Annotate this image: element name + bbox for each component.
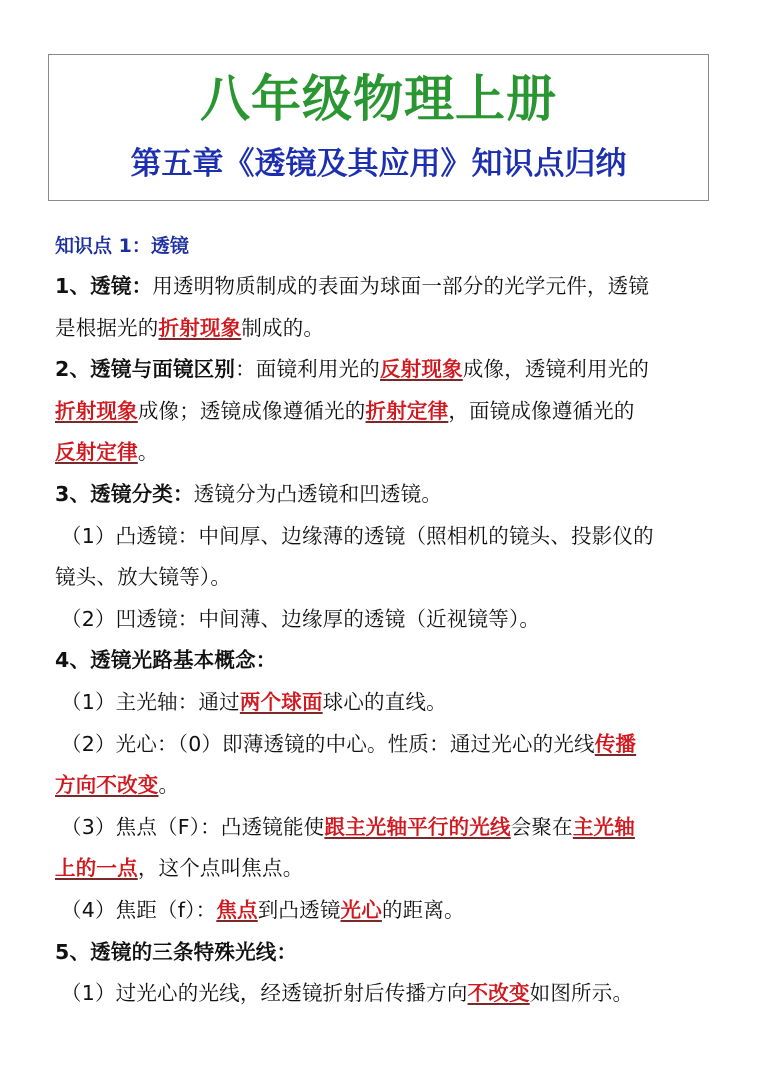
text-segment: 是根据光的: [55, 315, 159, 340]
text-segment: （2）光心：（0）即薄透镜的中心。性质：通过光心的光线: [61, 731, 595, 756]
item-lead: 5、透镜的三条特殊光线：: [55, 939, 298, 964]
highlighted-keyword: 光心: [340, 897, 382, 922]
page-title: 八年级物理上册: [200, 69, 557, 128]
highlighted-keyword: 折射现象: [55, 398, 138, 423]
text-line: [55, 599, 715, 641]
text-line: [55, 848, 715, 890]
text-segment: 镜头、放大镜等）。: [55, 565, 232, 590]
text-segment: 。: [158, 773, 180, 798]
item-lead: 2、透镜与面镜区别: [55, 357, 236, 382]
text-segment: （1）凸透镜：中间厚、边缘薄的透镜（照相机的镜头、投影仪的: [61, 523, 654, 548]
text-segment: 会聚在: [510, 814, 573, 839]
highlighted-keyword: 上的一点: [55, 856, 138, 881]
text-segment: 制成的。: [241, 315, 325, 340]
text-segment: （1）过光心的光线，经透镜折射后传播方向: [61, 981, 468, 1006]
text-segment: 如图所示。: [529, 981, 634, 1006]
text-segment: 用透明物质制成的表面为球面一部分的光学元件，透镜: [152, 274, 650, 298]
text-line: [55, 640, 715, 682]
text-segment: （1）主光轴：通过: [61, 689, 240, 714]
highlighted-keyword: 传播: [594, 731, 637, 756]
highlighted-keyword: 折射定律: [365, 398, 449, 423]
text-segment: （3）焦点（F）：凸透镜能使: [61, 814, 325, 839]
document-body: [55, 226, 715, 1015]
highlighted-keyword: 方向不改变: [55, 773, 159, 798]
text-line: [55, 765, 715, 807]
text-segment: 成像，透镜利用光的: [462, 357, 650, 382]
text-line: [55, 266, 715, 308]
text-line: [55, 432, 715, 474]
text-segment: 成像；透镜成像遵循光的: [137, 398, 366, 423]
item-lead: 1、透镜：: [55, 274, 153, 298]
text-line: [55, 932, 715, 974]
text-segment: 球心的直线。: [322, 689, 447, 714]
text-segment: 的距离。: [381, 897, 465, 922]
text-segment: 。: [137, 440, 159, 465]
text-segment: ，面镜成像遵循光的: [448, 398, 635, 423]
highlighted-keyword: 反射现象: [379, 357, 463, 382]
text-segment: （4）焦距（f）：: [61, 897, 217, 922]
text-segment: 透镜分为凸透镜和凹透镜。: [193, 481, 443, 506]
highlighted-keyword: 跟主光轴平行的光线: [324, 814, 511, 839]
text-line: [55, 973, 715, 1015]
text-line: [55, 516, 715, 558]
item-lead: 4、透镜光路基本概念：: [55, 648, 277, 673]
item-lead: 3、透镜分类：: [55, 481, 194, 506]
highlighted-keyword: 主光轴: [572, 814, 635, 839]
text-line: [55, 349, 715, 391]
text-line: [55, 807, 715, 849]
text-lines: [55, 266, 715, 1015]
title-box: [48, 54, 709, 201]
text-line: [55, 308, 715, 350]
text-line: [55, 682, 715, 724]
text-segment: ：面镜利用光的: [235, 357, 380, 382]
highlighted-keyword: 折射现象: [158, 315, 242, 340]
text-line: [55, 474, 715, 516]
text-segment: （2）凹透镜：中间薄、边缘厚的透镜（近视镜等）。: [61, 606, 541, 631]
text-line: [55, 890, 715, 932]
highlighted-keyword: 不改变: [467, 981, 530, 1006]
text-line: [55, 724, 715, 766]
highlighted-keyword: 反射定律: [55, 440, 138, 465]
text-line: [55, 391, 715, 433]
text-segment: ，这个点叫焦点。: [137, 856, 304, 881]
page-subtitle: 第五章《透镜及其应用》知识点归纳: [130, 146, 627, 182]
knowledge-point-heading: 知识点 1：透镜: [55, 235, 189, 257]
highlighted-keyword: 两个球面: [239, 689, 323, 714]
highlighted-keyword: 焦点: [216, 897, 258, 922]
text-line: [55, 557, 715, 599]
text-segment: 到凸透镜: [257, 897, 341, 922]
